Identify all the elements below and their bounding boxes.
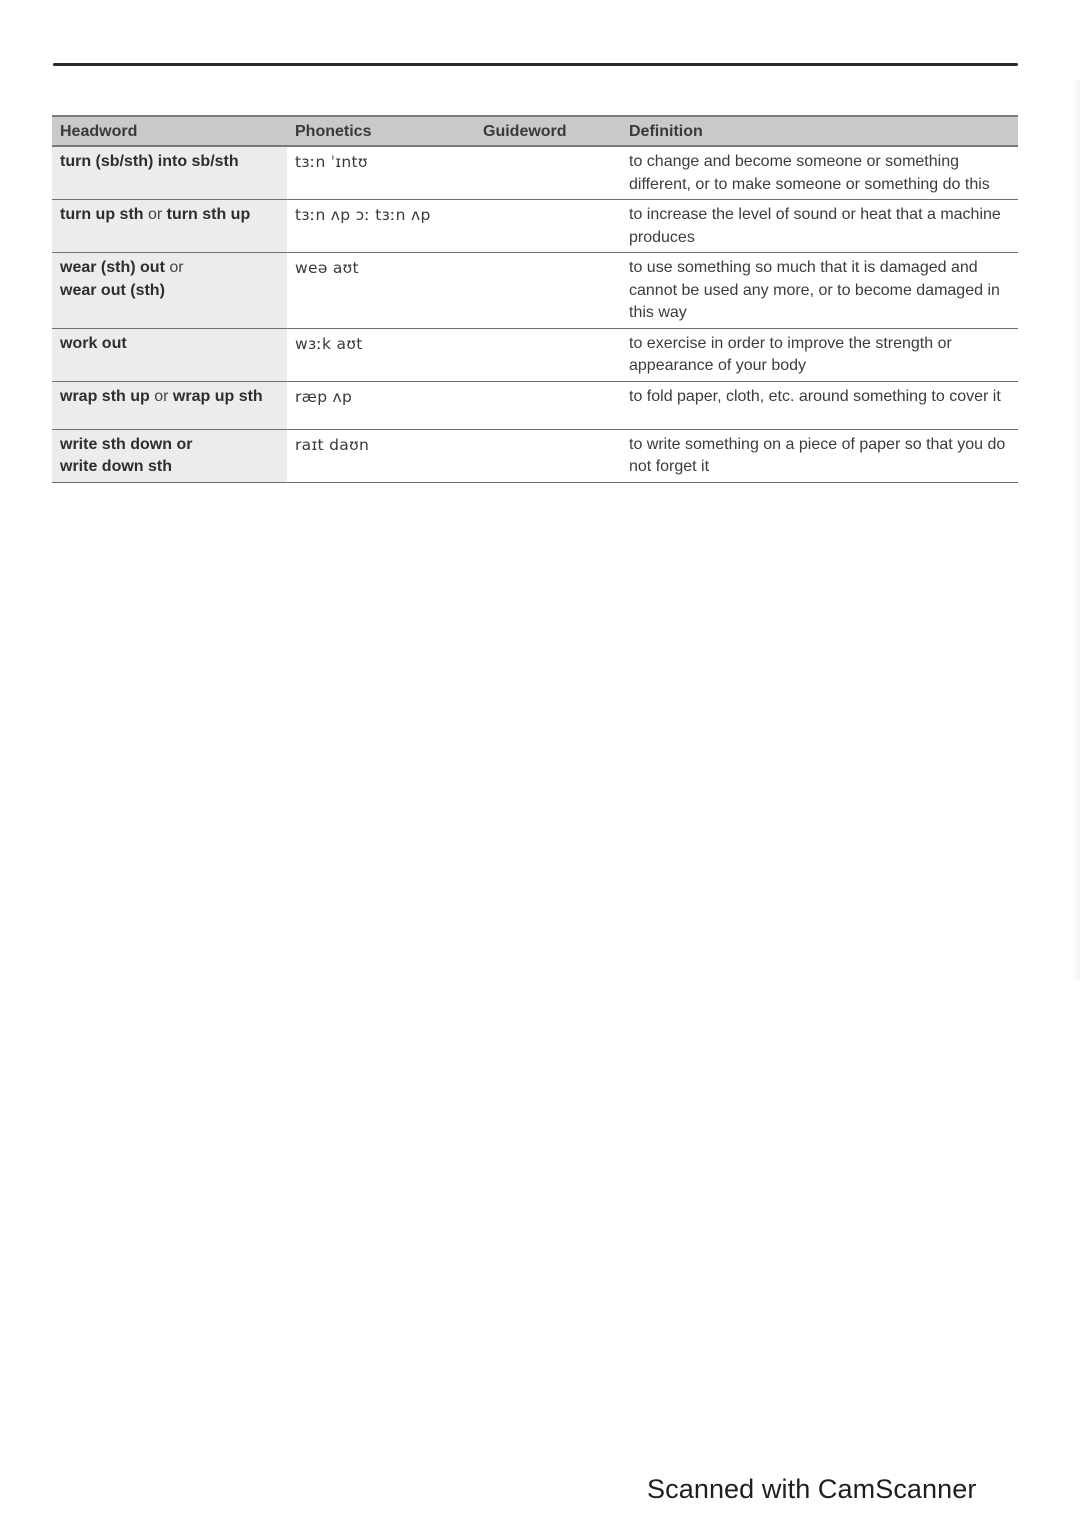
headword-text: turn up sth	[60, 206, 144, 223]
headword-cell	[52, 146, 287, 200]
headword-text: wrap sth up	[60, 387, 150, 405]
phonetics-cell: ræp ʌp	[287, 381, 475, 429]
phonetics-cell: weə aʊt	[287, 253, 475, 329]
headword-alt-text: turn sth up	[166, 206, 251, 223]
phonetics-cell: wɜːk aʊt	[287, 328, 475, 381]
phonetics-cell: raɪt daʊn	[287, 429, 475, 482]
header-definition: Definition	[621, 116, 1018, 146]
definition-cell: to exercise in order to improve the strength or appearance of your body	[621, 328, 1018, 381]
guideword-cell	[475, 200, 621, 253]
headword-or-connector: or	[143, 206, 167, 223]
headword-text: work out	[60, 334, 127, 352]
header-headword: Headword	[52, 116, 287, 146]
top-rule-divider	[53, 63, 1018, 66]
headword-or-connector: or	[149, 387, 173, 405]
definition-cell: to fold paper, cloth, etc. around something to cover it	[621, 381, 1018, 429]
headword-cell	[52, 429, 287, 482]
table-row	[52, 200, 1018, 253]
definition-cell: to write something on a piece of paper so that you do not forget it	[621, 429, 1018, 482]
guideword-cell	[475, 381, 621, 429]
guideword-cell	[475, 253, 621, 329]
headword-cell	[52, 200, 287, 253]
vocabulary-table	[52, 115, 1018, 483]
header-phonetics: Phonetics	[287, 116, 475, 146]
headword-alt-text: wrap up sth	[172, 387, 263, 405]
table-row	[52, 328, 1018, 381]
table-row	[52, 381, 1018, 429]
table-row	[52, 146, 1018, 200]
table-row	[52, 429, 1018, 482]
headword-cell	[52, 328, 287, 381]
guideword-cell	[475, 429, 621, 482]
headword-text: write sth down or	[60, 435, 193, 453]
guideword-cell	[475, 328, 621, 381]
table-header-row	[52, 116, 1018, 146]
phonetics-cell: tɜːn ʌp ɔː tɜːn ʌp	[287, 200, 475, 253]
definition-cell: to use something so much that it is damaged and cannot be used any more, or to become damaged in this way	[621, 253, 1018, 329]
scanner-watermark: Scanned with CamScanner	[647, 1474, 977, 1504]
headword-alt-text: wear out (sth)	[60, 281, 165, 299]
definition-cell: to increase the level of sound or heat that a machine produces	[621, 200, 1018, 253]
headword-or-connector: or	[164, 259, 184, 276]
guideword-cell	[475, 146, 621, 200]
definition-cell: to change and become someone or something different, or to make someone or something do this	[621, 146, 1018, 200]
headword-cell	[52, 253, 287, 329]
headword-cell	[52, 381, 287, 429]
headword-alt-text: write down sth	[60, 458, 172, 475]
phonetics-cell: tɜːn ˈɪntʊ	[287, 146, 475, 200]
header-guideword: Guideword	[475, 116, 621, 146]
page-edge-shadow	[1072, 80, 1080, 980]
table-row	[52, 253, 1018, 329]
headword-text: turn (sb/sth) into sb/sth	[60, 153, 239, 170]
headword-text: wear (sth) out	[60, 259, 165, 276]
